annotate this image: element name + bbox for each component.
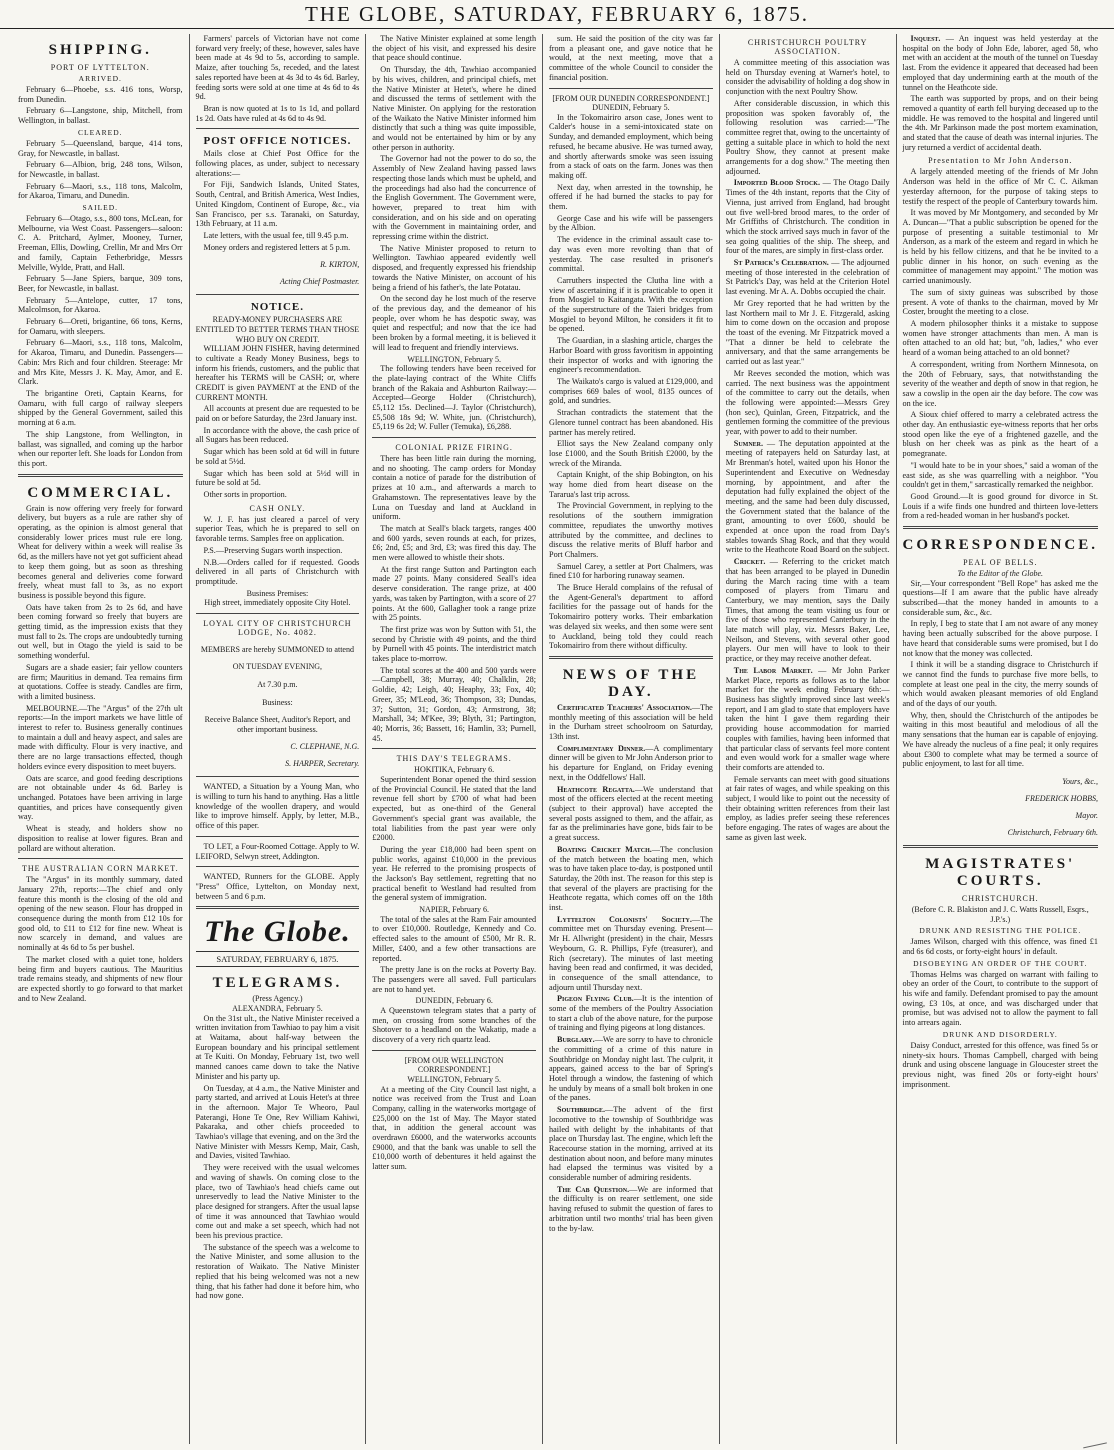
news-item-heading: The Cab Question. bbox=[557, 1184, 630, 1194]
divider bbox=[18, 474, 183, 477]
text-paragraph: S. HARPER, Secretary. bbox=[285, 759, 360, 769]
text-paragraph: The Guardian, in a slashing article, charges the Harbor Board with gross favoritism in appointing their inspector of works and with ignoring the engineer's recommendation. bbox=[549, 336, 713, 375]
telegrams-body bbox=[196, 1014, 360, 1301]
column-4 bbox=[542, 34, 719, 1444]
text-paragraph: The Governor had not the power to do so, the Assembly of New Zealand having passed laws respecting those lands which must be upheld, and the proceedings had also had the concurrence of the English Government. The Government were, however, prepared to treat him with consideration, and on his side and on operating with the Government in maintaining order, and repressing crime within the district. bbox=[372, 154, 537, 242]
text-paragraph: February 6—Maori, s.s., 118 tons, Malcolm, for Akaroa, Timaru, and Dunedin. Passengers—Cabin: Mrs Rich and four children. Steerage: Mr and Mrs Kite, Messrs J. K. May, Amor, and E. Clark. bbox=[18, 338, 183, 387]
court-bench: (Before C. R. Blakiston and J. C. Watts Russell, Esqrs., J.P.'s.) bbox=[911, 905, 1089, 924]
cleared-list bbox=[18, 139, 183, 201]
post-office-body bbox=[196, 149, 360, 252]
divider bbox=[903, 845, 1098, 848]
post-office-signature bbox=[196, 260, 360, 286]
column-3 bbox=[365, 34, 542, 1444]
news-item bbox=[549, 1105, 713, 1183]
presentation-body bbox=[903, 167, 1098, 317]
item-text: An inquest was held yesterday at the hospital on the body of John Ede, laborer, aged 58, who met with an accident at the mouth of the tunnel on Tuesday last. From the evidence it appeared that deceased had been employed that day undermining earth at the mouth of the tunnel on the Heathcote side. bbox=[902, 34, 1098, 92]
text-paragraph: February 5—Jane Spiers, barque, 309 tons, Beer, for Newcastle, in ballast. bbox=[18, 274, 183, 293]
text-paragraph: There has been little rain during the morning, and no shooting. The camp orders for Monday contain a notice of parade for the distribution of prizes at 10 a.m., and afterwards a march to Grahamstown. The representatives leave by the Luna on Tuesday and land at Auckland in uniform. bbox=[372, 454, 537, 522]
text-paragraph: The pretty Jane is on the rocks at Poverty Bay. The passengers were all saved. Full particulars are not to hand yet. bbox=[372, 965, 537, 994]
shipping-title: SHIPPING. bbox=[48, 42, 152, 58]
text-paragraph: The total scores at the 400 and 500 yards were—Campbell, 38; Murray, 40; Chalklin, 28; Goldie, 42; Leigh, 40; Heaphy, 33; Fox, 40; Greer, 35; M'Leod, 36; Thompson, 33; Dundas, 37; Sutton, 31; Gordon, 43; Armstrong, 38; Marshall, 34; M'Kee, 39; Blyth, 31; Partington, 40; Morris, 36; Bassett, 16; Hamlin, 33; Purnell, 45. bbox=[372, 665, 537, 743]
item-text: The Otago Daily Times of the 4th instant, reports that the City of Vienna, just arrived from England, had brought out five well-bred brood mares, to the order of Mr Griffiths of Christchurch. The condition in which the stock arrived says much in favor of the sea going qualities of the ship. The sheep, and four of the mares, are simply in first-class order. bbox=[725, 178, 890, 256]
text-paragraph: C. CLEPHANE, N.G. bbox=[290, 742, 360, 752]
item-heading: Sumner. bbox=[733, 438, 764, 448]
news-item-heading: Pigeon Flying Club. bbox=[557, 994, 634, 1004]
text-paragraph: The market closed with a quiet tone, holders being firm and buyers cautious. The Mauritius trade remains steady, and shipments of new flour are expected shortly to go forward to that market and to New Zealand. bbox=[18, 954, 183, 1003]
text-paragraph: The Native Minister explained at some length the object of his visit, and expressed his desire that peace should continue. bbox=[372, 34, 537, 63]
text-paragraph: In the Tokomairiro arson case, Jones went to Calder's house in a semi-intoxicated state on Sunday, and demanded employment, which being refused, he became abusive. He was turned away, and shortly afterwards smoke was seen issuing from a stack of oats on the farm. Jones was then making off. bbox=[549, 112, 713, 180]
text-paragraph: Next day, when arrested in the township, he offered if he had burned the stacks to pay for them. bbox=[549, 182, 713, 212]
corn-market-title: THE AUSTRALIAN CORN MARKET. bbox=[21, 864, 179, 874]
news-item-heading: Lyttelton Colonists' Society. bbox=[557, 914, 692, 924]
hokitika-body bbox=[372, 775, 536, 903]
text-paragraph: MEMBERS are hereby SUMMONED to attend bbox=[200, 644, 354, 654]
text-paragraph: During the year £18,000 had been spent on public works, against £10,000 in the previous year. He referred to the promising prospects of the Jackson's Bay settlement, regretting that no practical benefit to Westland had resulted from the general system of immigration. bbox=[372, 844, 537, 903]
st-patrick-continued: Mr Reeves seconded the motion, which was carried. The next business was the appointment of the committee to carry out the details, when the following were appointed:—Messrs Grey (hon sec), Quinlan, Green, Fitzpatrick, and the gentlemen forming the committee of the previous year, with power to add to their number. bbox=[725, 368, 890, 437]
news-item bbox=[549, 703, 713, 742]
item-text: Referring to the cricket match that has been arranged to be played in Dunedin during the March racing time with a team composed of players from Timaru and Canterbury, we may mention, says the Daily Times, that among the team visiting us four or five of those who represented Canterbury in the late match will play, viz. Messrs Baker, Lee, Neilson, and Stevens, with several other good players. Our men will have to look to their practice, or they may receive another defeat. bbox=[725, 557, 890, 664]
correspondent-label: [FROM OUR DUNEDIN CORRESPONDENT.] bbox=[552, 93, 710, 103]
text-paragraph: The Provincial Government, in replying to the resolutions of the southern immigration committee, repudiates the unworthy motives attributed by the committee, and declines to discuss the relative merits of Bluff harbor and Port Chalmers. bbox=[549, 501, 713, 559]
case-text: Daisy Conduct, arrested for this offence, was fined 5s or ninety-six hours. Thomas Campbell, charged with being drunk and using obscene language in Gloucester street the previous night, was fined 20s or forty-eight hours' imprisonment. bbox=[902, 1040, 1098, 1089]
paper-title: The Globe. bbox=[204, 915, 351, 949]
telegram-dateline: NAPIER, February 6. bbox=[419, 905, 490, 915]
newspaper-columns bbox=[12, 34, 1104, 1444]
text-paragraph: Strachan contradicts the statement that the Glenore tunnel contract has been abandoned. His partner has merely retired. bbox=[549, 408, 713, 437]
text-paragraph: A modern philosopher thinks it a mistake to suppose women have stronger attachments than men. A man is often attached to an old hat; but, "oh, ladies," who ever heard of a woman being attached to an old bonnet? bbox=[902, 318, 1098, 358]
paper-dateline: SATURDAY, FEBRUARY 6, 1875. bbox=[196, 951, 360, 967]
dunedin-report bbox=[549, 113, 713, 651]
letter-body bbox=[903, 579, 1098, 769]
imported-stock-item: Imported Blood Stock. — The Otago Daily Times of the 4th instant, reports that the City of Vienna, just arrived from England, had brought out five well-bred brood mares, to the order of Mr Griffiths of Christchurch. The condition in which the stock arrived says much in favor of the sea going qualities of the ship. The sheep, and four of the mares, are simply in first-class order. bbox=[725, 178, 890, 256]
text-paragraph: On Thursday, the 4th, Tawhiao accompanied by his wives, children, and principal chiefs, met the Native Minister at Hetet's, where he dined and discussed the terms of settlement with the Native Minister. On applying for the restoration of the Waikato the Native Minister informed him distinctly that such a thing was quite impossible, and would not be entertained by him or by any other person in authority. bbox=[372, 65, 537, 152]
text-paragraph: In reply, I beg to state that I am not aware of any money having been actually subscribed for the above purpose. I have heard that considerable sums were promised, but I do not know that the money was collected. bbox=[902, 619, 1098, 658]
text-paragraph: George Case and his wife will be passengers by the Albion. bbox=[549, 213, 713, 233]
divider bbox=[196, 776, 360, 777]
text-paragraph: On the 31st ult., the Native Minister received a written invitation from Tawhiao to pay him a visit at Waitama, about half-way between the European boundary and his principal settlement at Te Kuiti. On Monday, February 1st, two well manned canoes came down to take the Native Minister and his party up. bbox=[195, 1013, 360, 1081]
column-6 bbox=[896, 34, 1104, 1444]
masthead: THE GLOBE, SATURDAY, FEBRUARY 6, 1875. bbox=[0, 0, 1114, 29]
text-paragraph: Sugars are a shade easier; fair yellow counters are firm; Mauritius in demand. Tea remains firm at quotations. Coffee is steady. Candles are firm, with a limited business. bbox=[18, 662, 183, 701]
text-paragraph: All accounts at present due are requested to be paid on or before Saturday, the 23rd January inst. bbox=[195, 404, 360, 424]
text-paragraph: MELBOURNE.—The "Argus" of the 27th ult reports:—In the import markets we have little of interest to refer to. Business generally continues to maintain a dull and heavy aspect, and sales are made with difficulty. Flour is very inactive, and there are no large transactions effected, though holders evince every disposition to meet buyers. bbox=[18, 703, 183, 771]
news-item-heading: Complimentary Dinner. bbox=[557, 743, 646, 753]
commercial-title: COMMERCIAL. bbox=[27, 484, 174, 501]
text-paragraph: The ship Langstone, from Wellington, in ballast, was signalled, and coming up the harbor when our reporter left. She loads for London from this port. bbox=[18, 429, 183, 468]
text-paragraph: A Queenstown telegram states that a party of men, on crossing from some branches of the Shotover to a headland on the Wakatip, made a discovery of a very rich quartz lead. bbox=[372, 1005, 537, 1045]
cricket-item: Cricket. — Referring to the cricket match that has been arranged to be played in Dunedin during the March racing time with a team composed of players from Timaru and Canterbury, we may mention, says the Daily Times, that among the team visiting us four or five of those who represented Canterbury in the late match will play, viz. Messrs Baker, Lee, Neilson, and Stevens, with several other good players. Our men will have to look to their practice, or they may receive another defeat. bbox=[725, 557, 890, 664]
native-minister-report bbox=[372, 34, 536, 353]
item-text: The deputation appointed at the meeting of ratepayers held on Saturday last, at Mr Brenman's hotel, waited upon his Honor the Superintendent and Executive on Wednesday morning, by appointment, and after the deputation had fully explained the object of the meeting, and the same had been duly discussed, the Government stated that the balance of the grant, amounting to over £600, should be expended at once upon the road from Day's stables towards Shag Rock, and that they would write to the Heathcote Road Board on the subject. bbox=[725, 438, 890, 555]
text-paragraph: Other sorts in proportion. bbox=[203, 489, 287, 499]
news-item-heading: Burglary. bbox=[557, 1035, 595, 1045]
item-heading: Inquest. bbox=[910, 34, 941, 43]
text-paragraph: sum. He said the position of the city was far from a pleasant one, and gave notice that he would, at the next meeting, move that a committee of the whole Council to consider the financial position. bbox=[549, 34, 713, 82]
case-heading: DRUNK AND DISORDERLY. bbox=[942, 1029, 1058, 1039]
text-paragraph: Samuel Carey, a settler at Port Chalmers, was fined £10 for harboring runaway seamen. bbox=[549, 561, 713, 581]
news-of-the-day-title: NEWS OF THE DAY. bbox=[562, 666, 700, 700]
text-paragraph: February 6—Otago, s.s., 800 tons, McLean, for Melbourne, via West Coast. Passengers—saloon: C. A. Pritchard, Aylmer, Mooney, Turner, Freeman, Ellis, Dowling, Crellin, Mr and Mrs Orr and family, Captain Fetherbridge, Messrs Melville, Wylde, Pratt, and Hall. bbox=[18, 214, 183, 272]
text-paragraph: Good Ground.—It is good ground for divorce in St. Louis if a wife finds one hundred and thirteen love-letters from a red-headed woman in her husband's pocket. bbox=[902, 491, 1098, 521]
news-item bbox=[549, 845, 713, 913]
text-paragraph: February 6—Langstone, ship, Mitchell, from Wellington, in ballast. bbox=[18, 106, 183, 126]
text-paragraph: The evidence in the criminal assault case to-day was even more revolting than that of yesterday. The case resulted in prisoner's committal. bbox=[549, 235, 713, 274]
divider bbox=[196, 613, 360, 614]
labor-market-continued: Female servants can meet with good situations at fair rates of wages, and while speaking on this subject, I would like to point out the necessity of their obtaining written references from their last employ, as ladies prefer seeing these references before engaging. The rates of wages are about the same as given last week. bbox=[725, 774, 890, 842]
text-paragraph: Elliot says the New Zealand company only lose £1000, and the South British £2000, by the wreck of the Miranda. bbox=[549, 439, 713, 468]
lodge-body bbox=[196, 645, 360, 735]
text-paragraph: The sum of sixty guineas was subscribed by those present. A vote of thanks to the chairman, moved by Mr Coster, brought the meeting to a close. bbox=[902, 287, 1098, 317]
st-patrick-item: St Patrick's Celebration. — The adjourned meeting of those interested in the celebration of St Patrick's Day, was held at the Criterion Hotel last evening. Mr A. A. Dobbs occupied the chair. bbox=[725, 258, 890, 297]
this-days-telegrams-title: THIS DAY'S TELEGRAMS. bbox=[396, 754, 512, 764]
st-patrick-continued: Mr Grey reported that he had written by the last Northern mail to Mr J. E. Fitzgerald, asking him to come down on the occasion and propose the toast of the evening. Mr Fitzpatrick moved a "That a dinner be held to celebrate the anniversary, and that the same arrangements be carried out as last year." bbox=[725, 298, 890, 367]
text-paragraph: February 5—Queensland, barque, 414 tons, Gray, for Newcastle, in ballast. bbox=[18, 138, 183, 158]
text-paragraph: The match at Seall's black targets, ranges 400 and 600 yards, seven rounds at each, for prizes, £6; 2nd, £5; and 3rd, £3; was fired this day. The men were allowed to whistle their shots. bbox=[372, 523, 537, 563]
text-paragraph: Mayor. bbox=[1075, 811, 1098, 820]
text-paragraph: The brigantine Oreti, Captain Kearns, for Oamaru, with full cargo of railway sleepers shipped by the General Government, sailed this morning at 6 a.m. bbox=[18, 388, 183, 428]
news-item-heading: Boating Cricket Match. bbox=[557, 844, 652, 854]
news-item-text: —The advent of the first locomotive to the township of Southbridge was hailed with delight by the inhabitants of that place on Thursday last. The engine, which left the Racecourse station in the morning, arrived at its destination about noon, and before many minutes had elapsed the terminus was visited by a considerable number of admiring residents. bbox=[549, 1105, 713, 1183]
divider bbox=[903, 526, 1098, 529]
text-paragraph: Sugar which has been sold at 5½d will in future be sold at 5d. bbox=[195, 468, 360, 488]
divider bbox=[372, 748, 536, 749]
text-paragraph: The first prize was won by Sutton with 51, the second by Christie with 49 points, and the third by Purnell with 45 points. The interdistrict match takes place to-morrow. bbox=[372, 624, 537, 664]
magistrates-title: MAGISTRATES' COURTS. bbox=[925, 856, 1076, 889]
news-item-heading: Certificated Teachers' Association. bbox=[557, 702, 692, 712]
divider bbox=[549, 656, 713, 659]
news-item-text: —The committee met on Thursday evening. Present—Mr H. Allwright (president) in the chair, Messrs Weybourn, G. R. Phillips, Fyfe (treasurer), and Rich (secretary). The minutes of last meeting having been read and confirmed, it was decided, in consequence of the small attendance, to adjourn until Thursday next. bbox=[549, 914, 713, 992]
cash-only-heading: CASH ONLY. bbox=[249, 503, 306, 513]
text-paragraph: A Sioux chief offered to marry a celebrated actress the other day. An enthusiastic eye-witness reports that her orbs stood open like the eye of a frightened gazelle, and the blush on her cheek was as pink as the heart of a pomegranate. bbox=[902, 410, 1098, 459]
news-item bbox=[549, 785, 713, 843]
arrived-label: ARRIVED. bbox=[78, 74, 122, 83]
notice-subtitle: READY-MONEY PURCHASERS ARE ENTITLED TO BETTER TERMS THAN THOSE WHO BUY ON CREDIT. bbox=[195, 315, 360, 344]
inquest-continued: The earth was supported by props, and on their being removed a quantity of earth fell burying deceased up to the middle. He was removed to the hospital and lingered until the 4th. Mr Parkinson made the post mortem examination, and stated that the cause of death was internal injuries. The jury returned a verdict of accidental death. bbox=[902, 94, 1098, 152]
text-paragraph: Sugar which has been sold at 6d will in future be sold at 5½d. bbox=[195, 447, 360, 466]
telegram-dateline: HOKITIKA, February 6. bbox=[414, 765, 495, 775]
text-paragraph: Why, then, should the Christchurch of the antipodes be waiting in this most beautiful and melodious of all the many sensations that the human ear is capable of enjoying. We have already the nucleus of a fine peal; it only requires about £300 to complete what may be termed a source of public enjoyment, to last for all time. bbox=[902, 710, 1098, 769]
lodge-title: LOYAL CITY OF CHRISTCHURCH LODGE, No. 4082. bbox=[203, 618, 352, 637]
news-item bbox=[549, 1035, 713, 1103]
column-1 bbox=[12, 34, 189, 1444]
port-title: PORT OF LYTTELTON. bbox=[50, 63, 150, 72]
news-item-text: —The monthly meeting of this association will be held in the Durham street schoolroom on Saturday, 13th inst. bbox=[549, 702, 713, 742]
text-paragraph: Wheat is steady, and holders show no disposition to realise at lower figures. Bran and pollard are without alteration. bbox=[18, 824, 183, 853]
text-paragraph: WILLIAM JOHN FISHER, having determined to cultivate a Ready Money Business, begs to inform his friends, customers, and the public that hereafter his TERMS will be CASH; or, where CREDIT is given PAYMENT at the END of the CURRENT MONTH. bbox=[195, 344, 360, 402]
text-paragraph: FREDERICK HOBBS, bbox=[1025, 794, 1098, 803]
text-paragraph: Sir,—Your correspondent "Bell Rope" has asked me the questions—If I am aware that the public have already subscribed—that the money handed in amounts to a considerable sum, &c., &c. bbox=[902, 578, 1098, 617]
news-item-text: —We are informed that the difficulty is on rearer settlement, one side having refused to submit the question of fares to arbitration until two months' trial has been given to the by-law. bbox=[549, 1184, 713, 1233]
text-paragraph: Money orders and registered letters at 5 p.m. bbox=[203, 242, 351, 252]
text-paragraph: Captain Knight, of the ship Bobington, on his way home died from heart disease on the Tararua's last trip across. bbox=[549, 470, 713, 499]
text-paragraph: ON TUESDAY EVENING, bbox=[232, 662, 323, 672]
poultry-title: CHRISTCHURCH POULTRY ASSOCIATION. bbox=[747, 38, 868, 56]
sailed-list bbox=[18, 214, 183, 387]
news-items bbox=[549, 703, 713, 1233]
sailed-label: SAILED. bbox=[82, 203, 119, 213]
cash-only-body bbox=[196, 515, 360, 587]
case-text: James Wilson, charged with this offence, was fined £1 and 6s 6d costs, or forty-eight hours' in default. bbox=[902, 937, 1098, 956]
text-paragraph: Carruthers inspected the Clutha line with a view of ascertaining if it is practicable to open it from Mosgiel to Kaitangata. With the exception of the superstructure of the Taieri bridges from Mosgiel to beyond Milton, he considers it fit to be opened. bbox=[549, 275, 713, 334]
text-paragraph: Farmers' parcels of Victorian have not come forward very freely; of these, however, sales have been made at 4s 9d to 5s, according to sample. Maize, after touching 5s, receded, and the latest sales reported have been at 4s 3d to 4s 6d. Barley, feeding sorts were sold at one time at 4s 6d to 4s 9d. bbox=[195, 34, 360, 102]
text-paragraph: The "Argus" in its monthly summary, dated January 27th, reports:—The chief and only feature this month is the closing of the old and opening of the new season. Flour has dropped in consequence during the month from £12 10s for good old, to £11 to £12 for fine new. Wheat is now scarcely in demand, and values are nominally at 4s 6d to 5s per bushel. bbox=[18, 875, 183, 953]
divider bbox=[196, 128, 360, 129]
divider bbox=[372, 437, 536, 438]
news-item bbox=[549, 994, 713, 1033]
news-item-heading: Heathcote Regatta. bbox=[557, 784, 635, 794]
corn-market-body bbox=[18, 875, 183, 1003]
text-paragraph: On the second day he lost much of the reserve of the previous day, and the demeanor of his people, over whom he has despotic sway, was quiet and respectful; and now that the ice had been broken by a formal meeting, it is believed it will lead to frequent and friendly interviews. bbox=[372, 294, 537, 352]
premises-label: Business Premises: bbox=[246, 588, 309, 598]
text-paragraph: N.B.—Orders called for if requested. Goods delivered in all parts of Christchurch with promptitude. bbox=[195, 557, 360, 586]
news-item-text: —It is the intention of some of the members of the Poultry Association to start a club of the above nature, for the purpose of training and flying pigeons at long distances. bbox=[549, 994, 713, 1033]
text-paragraph: Late letters, with the usual fee, till 9.45 p.m. bbox=[203, 230, 349, 240]
text-paragraph: Superintendent Bonar opened the third session of the Provincial Council. He stated that the land revenue fell short by £700 of what had been expected, but as one-third of the General Government's special grant was available, the total liabilities from the past year were only £2000. bbox=[372, 775, 537, 843]
divider bbox=[196, 836, 360, 837]
text-paragraph: At 7.30 p.m. bbox=[257, 679, 298, 689]
case-text: Thomas Helms was charged on warrant with failing to obey an order of the Court, to contribute to the support of his wife and family. Defendant promised to pay the amount owing, £3 10s, at once, and was discharged under that promise, but was advised not to allow the payment to fall into arrears again. bbox=[902, 969, 1098, 1028]
text-paragraph: The Waikato's cargo is valued at £129,000, and comprises 669 bales of wool, 8135 ounces of gold, and sundries. bbox=[549, 376, 713, 406]
premises-address: High street, immediately opposite City Hotel. bbox=[204, 598, 351, 608]
inquest-item: Inquest. — An inquest was held yesterday at the hospital on the body of John Ede, laborer, aged 58, who met with an accident at the mouth of the tunnel on Tuesday last. From the evidence it appeared that deceased had been employed that day undermining earth at the mouth of the tunnel on the Heathcote side. bbox=[902, 34, 1098, 92]
letter-signature bbox=[903, 777, 1098, 837]
telegrams-title: TELEGRAMS. bbox=[212, 975, 343, 992]
news-item bbox=[549, 744, 713, 783]
text-paragraph: P.S.—Preserving Sugars worth inspection. bbox=[203, 545, 343, 555]
dunedin-body bbox=[372, 1006, 536, 1045]
divider bbox=[549, 88, 713, 89]
sumner-item: Sumner. — The deputation appointed at the meeting of ratepayers held on Saturday last, at Mr Brenman's hotel, waited upon his Honor the Superintendent and Executive on Wednesday morning, by appointment, and after the deputation had fully explained the object of the meeting, and the same had been duly discussed, the Government stated that the balance of the grant, amounting to over £600, should be expended at once upon the road from Day's stables towards Shag Rock, and that they would write to the Heathcote Road Board on the subject. bbox=[725, 438, 890, 555]
text-paragraph: The total of the sales at the Ram Fair amounted to over £10,000. Routledge, Kennedy and Co. effected sales to the amount of £500, Mr R. R. Miller, £400, and a few other transactions are reported. bbox=[372, 914, 537, 963]
item-heading: St Patrick's Celebration. bbox=[733, 258, 829, 268]
text-paragraph: A correspondent, writing from Northern Minnesota, on the 20th of February, says, that notwithstanding the severity of the weather and depth of snow in that region, he saw a cowslip in the open air the day before. The cow was on the ice. bbox=[902, 359, 1098, 408]
commercial-body bbox=[18, 504, 183, 854]
news-item-text: —A complimentary dinner will be given to Mr John Anderson prior to his departure for England, on Friday evening next, in the Oddfellows' Hall. bbox=[549, 743, 713, 782]
news-item-heading: Southbridge. bbox=[557, 1105, 605, 1115]
text-paragraph: In accordance with the above, the cash price of all Sugars has been reduced. bbox=[195, 425, 360, 445]
text-paragraph: Business: bbox=[262, 697, 293, 707]
text-paragraph: Yours, &c., bbox=[1062, 777, 1098, 786]
correspondent-label: [FROM OUR WELLINGTON CORRESPONDENT.] bbox=[404, 1055, 504, 1075]
text-paragraph: The following tenders have been received for the plate-laying contract of the White Cliffs branch of the Rakaia and Ashburton Railway:—Accepted—George Holder (Christchurch), £5,112 15s. Declined—J. Taylor (Christchurch), £5,508 18s 9d; W. White, jun. (Christchurch), £5,119 6s 2d; W. Fuller (Temuka), £6,288. bbox=[372, 364, 537, 432]
shipping-notes bbox=[18, 389, 183, 469]
text-paragraph: A largely attended meeting of the friends of Mr John Anderson was held in the office of Mr C. C. Aikman yesterday afternoon, for the purpose of taking steps to testify the respect of the people of Canterbury towards him. bbox=[902, 167, 1098, 206]
wanted-runners-ad: WANTED, Runners for the GLOBE. Apply "Press" Office, Lyttelton, on Monday next, between 5 and 6 p.m. bbox=[195, 872, 360, 901]
text-paragraph: Christchurch, February 6th. bbox=[1007, 828, 1098, 837]
item-text: Mr John Parker Market Place, reports as follows as to the labor market for the week ending February 6th:—Business has slightly improved since last week's report, and I am glad to state that employers have taken the hint I gave them regarding their providing house accommodation for married couples with families, having been informed that that particular class of servants feel more content and even would work for a smaller wage where their comforts are attended to. bbox=[725, 665, 890, 772]
text-paragraph: R. KIRTON, bbox=[320, 260, 360, 270]
to-let-ad: TO LET, a Four-Roomed Cottage. Apply to W. LEIFORD, Selwyn street, Addington. bbox=[195, 841, 360, 861]
letter-title: PEAL OF BELLS. bbox=[963, 558, 1038, 568]
lodge-signature bbox=[196, 742, 360, 768]
text-paragraph: Bran is now quoted at 1s to 1s 1d, and pollard 1s 2d. Oats have ruled at 4s 6d to 4s 9d. bbox=[195, 103, 360, 123]
item-heading: Cricket. bbox=[733, 557, 766, 567]
telegram-dateline: DUNEDIN, February 5. bbox=[592, 103, 670, 113]
case-heading: DRUNK AND RESISTING THE POLICE. bbox=[919, 926, 1082, 936]
text-paragraph: Oats are scarce, and good feeding descriptions are not obtainable under 4s 6d. Barley is unchanged. Potatoes have been arriving in large quantities, and prices have consequently given way. bbox=[18, 773, 183, 822]
court-place: CHRISTCHURCH. bbox=[961, 894, 1039, 903]
text-paragraph: Oats have taken from 2s to 2s 6d, and have been coming forward so freely that buyers are getting timid, as the impression exists that they must fall to 2s. The crops are undoubtedly turning out well, but in Otago the yield is said to be something wonderful. bbox=[18, 602, 183, 661]
prize-firing-title: COLONIAL PRIZE FIRING. bbox=[395, 443, 513, 453]
text-paragraph: The Native Minister proposed to return to Wellington. Tawhiao appeared evidently well disposed, and frequently expressed his friendship towards the Native Minister, on account of his being a friend of his father's, the late Potatau. bbox=[372, 243, 537, 292]
prize-firing-body bbox=[372, 454, 536, 743]
poultry-body bbox=[726, 58, 890, 176]
telegram-dateline: ALEXANDRA, February 5. bbox=[232, 1003, 323, 1013]
text-paragraph: After considerable discussion, in which this proposition was spoken favorably of, the following resolution was carried:—"The committee regret that, owing to the uncertainty of getting a suitable place in which to hold the next Poultry Show, they cannot at present make arrangements for a dog show." The meeting then adjourned. bbox=[725, 98, 890, 176]
column-2 bbox=[189, 34, 366, 1444]
letter-address: To the Editor of the Globe. bbox=[957, 569, 1043, 579]
presentation-title: Presentation to Mr John Anderson. bbox=[928, 156, 1073, 166]
grain-intro bbox=[196, 34, 360, 123]
text-paragraph: On Tuesday, at 4 a.m., the Native Minister and party started, and arrived at Louis Hetet's at three in the afternoon. Major Te Wheoro, Paul Paterangi, Hone Te One, Rev William Kahiwi, Pakaraka, and other chiefs proceeded to Tawhiao's village that evening, and on the 3rd the Native Minister with Messrs Kemp, Mair, Cash, and Davies, visited Tawhiao. bbox=[195, 1083, 360, 1161]
news-item bbox=[549, 1185, 713, 1234]
correspondence-title: CORRESPONDENCE. bbox=[902, 537, 1098, 554]
text-paragraph: It was moved by Mr Montgomery, and seconded by Mr A. Duncan—"That a public subscription be opened for the purpose of presenting a suitable testimonial to Mr Anderson, as a mark of the esteem and regard in which he is held by his fellow citizens, and that he be invited to a public dinner in his honor, on such evening as the committee of management may appoint." The motion was carried unanimously. bbox=[902, 208, 1098, 286]
wellington-body bbox=[372, 1085, 536, 1172]
item-text: The adjourned meeting of those interested in the celebration of St Patrick's Day, was held at the Criterion Hotel last evening. Mr A. A. Dobbs occupied the chair. bbox=[725, 258, 890, 297]
telegrams-subtitle: (Press Agency.) bbox=[252, 994, 303, 1004]
tender-report bbox=[372, 364, 536, 432]
divider bbox=[196, 866, 360, 867]
divider bbox=[18, 858, 183, 859]
text-paragraph: February 6—Albion, brig, 248 tons, Wilson, for Newcastle, in ballast. bbox=[18, 160, 183, 179]
text-paragraph: Receive Balance Sheet, Auditor's Report, and other important business. bbox=[204, 715, 351, 734]
text-paragraph: At the first range Sutton and Partington each made 27 points. Many considered Seall's idea deserve consideration. The range prize, at 400 yards, was taken by Partington, with a score of 27 points. At the 600, Gallagher took a range prize with 25 points. bbox=[372, 564, 537, 623]
news-item-text: —The conclusion of the match between the boating men, which was to have taken place to-day, is postponed until Saturday, the 20th inst. The reason for this step is that several of the players are practising for the Heathcote regatta, which comes off on the 18th inst. bbox=[549, 844, 713, 913]
item-heading: The Labor Market. bbox=[733, 665, 813, 675]
text-paragraph: I think it will be a standing disgrace to Christchurch if we cannot find the funds to purchase five more bells, to complete at least one peal in the city, the merry sounds of which would awaken pleasant memories of old England and of the days of our youth. bbox=[902, 660, 1098, 709]
text-paragraph: The substance of the speech was a welcome to the Native Minister, and some allusion to the restoration of Waikato. The Native Minister replied that his being welcomed was not a new thing, that his father had done it before him, who had now gone. bbox=[195, 1242, 360, 1301]
text-paragraph: They were received with the usual welcomes and waving of shawls. On coming close to the place, two of Tawhiao's head chiefs came out unreservedly to lead the Native Minister to the place designed for strangers. After the usual lapse of time it was announced that Tawhiao would come out and make a set speech, which had not been his previous practice. bbox=[195, 1163, 360, 1241]
text-paragraph: A committee meeting of this association was held on Thursday evening at Warner's hotel, to consider the advisability of holding a dog show in conjunction with the next Poultry Show. bbox=[725, 58, 890, 97]
text-paragraph: "I would hate to be in your shoes," said a woman of the east side, as she was quarrelling with a neighbor. "You couldn't get in them," sarcastically remarked the neighbor. bbox=[902, 460, 1098, 490]
news-item-text: —We understand that most of the officers elected at the recent meeting (subject to their approval) have accepted the several posts assigned to them, and the affair, as far as the preliminaries have gone, bids fair to be a great success. bbox=[549, 784, 713, 843]
labor-market-item: The Labor Market. — Mr John Parker Market Place, reports as follows as to the labor market for the week ending February 6th:—Business has slightly improved since last week's report, and I am glad to state that employers have taken the hint I gave them regarding their providing house accommodation for married couples with families, having been informed that that particular class of servants feel more content and even would work for a smaller wage where their comforts are attended to. bbox=[725, 665, 890, 772]
telegram-dateline: WELLINGTON, February 5. bbox=[407, 1074, 501, 1084]
item-heading: Imported Blood Stock. bbox=[733, 178, 821, 188]
column-5 bbox=[719, 34, 896, 1444]
text-paragraph: February 6—Oreti, brigantine, 66 tons, Kerns, for Oamaru, with sleepers. bbox=[18, 317, 183, 336]
telegram-dateline: DUNEDIN, February 6. bbox=[415, 996, 493, 1006]
text-paragraph: The Bruce Herald complains of the refusal of the Agent-General's department to afford facilities for the passage out of hands for the Tokomairiro pottery works. Their embarkation was delayed six weeks, and then some were sent to Auckland, being told they could reach Tokomairiro from there without difficulty. bbox=[549, 583, 713, 651]
text-paragraph: For Fiji, Sandwich Islands, United States, South, Central, and British America, West Indies, United Kingdom, Continent of Europe, &c., via San Francisco, per s.s. Taranaki, on Saturday, 13th February, at 11 a.m. bbox=[195, 180, 360, 229]
text-paragraph: February 6—Maori, s.s., 118 tons, Malcolm, for Akaroa, Timaru, and Dunedin. bbox=[18, 181, 183, 201]
divider bbox=[196, 906, 360, 909]
notice-body bbox=[196, 344, 360, 500]
miscellany bbox=[903, 319, 1098, 521]
text-paragraph: Grain is now offering very freely for forward delivery, but buyers as a rule are rather shy of operating, as the opinion is almost general that considerably lower prices must rule ere long. Wheat for delivery within a week will realise 3s 6d, as the millers have not yet got sufficient ahead to keep them going, but as soon as threshing becomes general and deliveries come forward freely, wheat must fall to 3s, as no export business is possible beyond this figure. bbox=[18, 503, 183, 600]
wanted-situation-ad: WANTED, a Situation by a Young Man, who is willing to turn his hand to anything. Has a little knowledge of the woollen drapery, and would like to improve himself. Apply, by letter, M.B., office of this paper. bbox=[195, 782, 360, 831]
telegram-dateline: WELLINGTON, February 5. bbox=[407, 354, 501, 364]
news-item-text: —We are sorry to have to chronicle the committing of a crime of this nature in Southbridge on Monday night last. The culprit, it appears, gained access to the bar of Spring's Hotel through a window, the fastening of which he unduly by means of a small bolt broken in one of the panes. bbox=[549, 1035, 713, 1103]
arrived-list bbox=[18, 85, 183, 126]
text-paragraph: Mails close at Chief Post Office for the following places, as under, subject to necessary alterations:— bbox=[195, 149, 360, 178]
text-paragraph: February 6—Phoebe, s.s. 416 tons, Worsp, from Dunedin. bbox=[18, 85, 183, 104]
divider bbox=[196, 294, 360, 295]
news-item bbox=[549, 915, 713, 993]
council-report bbox=[549, 34, 713, 83]
text-paragraph: At a meeting of the City Council last night, a notice was received from the Trust and Loan Company, calling in the waterworks mortgage of £25,000 on the 1st of May. The Mayor stated that, in addition the general account was overdrawn £6000, and the waterworks accounts £9000, and that the bank was unable to sell the £10,000 worth of debentures it held against the latter sum. bbox=[372, 1084, 537, 1172]
napier-body bbox=[372, 915, 536, 995]
notice-title: NOTICE. bbox=[250, 301, 304, 314]
text-paragraph: February 5—Antelope, cutter, 17 tons, Malcolmson, for Akaroa. bbox=[18, 295, 183, 315]
case-heading: DISOBEYING AN ORDER OF THE COURT. bbox=[913, 958, 1088, 968]
post-office-title: POST OFFICE NOTICES. bbox=[203, 135, 352, 148]
text-paragraph: Acting Chief Postmaster. bbox=[279, 277, 360, 287]
divider bbox=[372, 1050, 536, 1051]
cleared-label: CLEARED. bbox=[78, 127, 123, 137]
text-paragraph: W. J. F. has just cleared a parcel of very superior Teas, which he is prepared to sell on favorable terms. Samples free on application. bbox=[195, 514, 360, 544]
